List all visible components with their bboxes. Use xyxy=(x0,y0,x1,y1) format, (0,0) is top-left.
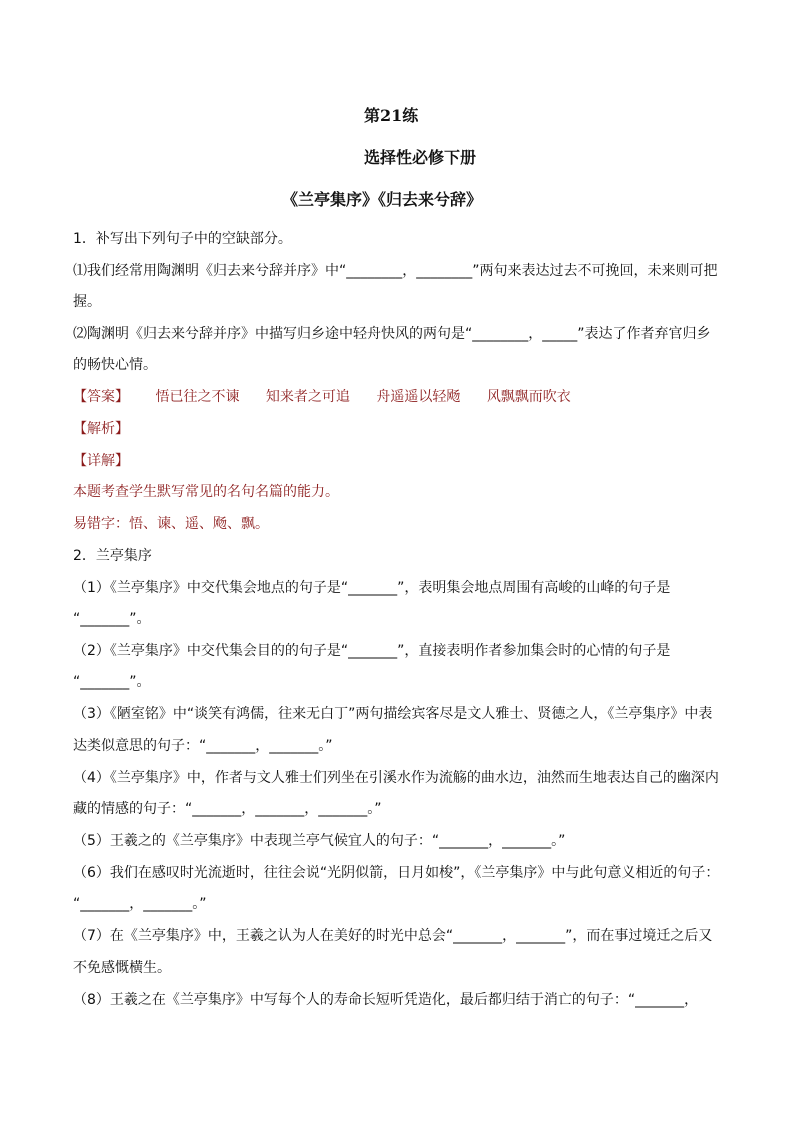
q1-part1-line1: ⑴我们经常用陶渊明《归去来兮辞并序》中“________，________”两句来表达过去不可挽回，未来则可把 xyxy=(73,263,718,279)
q2-line: “_______”。 xyxy=(73,674,151,690)
q2-line: 藏的情感的句子：“_______，_______，_______。” xyxy=(73,801,382,817)
q1-part2-line1: ⑵陶渊明《归去来兮辞并序》中描写归乡途中轻舟快风的两句是“________，_____”表达了作者弃官归乡 xyxy=(73,326,711,342)
analysis-label: 【解析】 xyxy=(73,421,129,437)
q1-stem: 1．补写出下列句子中的空缺部分。 xyxy=(73,231,292,247)
q2-line: （8）王羲之在《兰亭集序》中写每个人的寿命长短听凭造化，最后都归结于消亡的句子：“_______， xyxy=(73,992,699,1008)
detail-label: 【详解】 xyxy=(73,453,129,469)
q2-line: 达类似意思的句子：“_______，_______。” xyxy=(73,738,333,754)
q2-line: （4）《兰亭集序》中，作者与文人雅士们列坐在引溪水作为流觞的曲水边，油然而生地表达自己的幽深内 xyxy=(73,770,719,786)
q2-line: “_______”。 xyxy=(73,611,151,627)
answer-item: 舟遥遥以轻飏 xyxy=(376,389,461,405)
answer-label: 【答案】 xyxy=(73,389,129,405)
volume-title: 选择性必修下册 xyxy=(364,148,477,167)
q2-line: （6）我们在感叹时光流逝时，往往会说“光阴似箭，日月如梭”，《兰亭集序》中与此句意义相近的句子： xyxy=(73,865,720,881)
q2-line: （5）王羲之的《兰亭集序》中表现兰亭气候宜人的句子：“_______，_______。” xyxy=(73,833,566,849)
q2-stem: 2．兰亭集序 xyxy=(73,548,152,564)
error-prone-characters: 易错字：悟、谏、遥、飏、飘。 xyxy=(73,516,269,532)
answer-item: 知来者之可追 xyxy=(265,389,350,405)
texts-title: 《兰亭集序》《归去来兮辞》 xyxy=(282,190,483,209)
q1-part2-line2: 的畅快心情。 xyxy=(73,357,157,373)
q2-line: （1）《兰亭集序》中交代集会地点的句子是“_______”，表明集会地点周围有高峻的山峰的句子是 xyxy=(73,580,671,596)
q2-line: （2）《兰亭集序》中交代集会目的的句子是“_______”，直接表明作者参加集会时的心情的句子是 xyxy=(73,643,671,659)
q2-line: （3）《陋室铭》中“谈笑有鸿儒，往来无白丁”两句描绘宾客尽是文人雅士、贤德之人，《兰亭集序》中表 xyxy=(73,706,713,722)
detail-text: 本题考查学生默写常见的名句名篇的能力。 xyxy=(73,484,339,500)
q1-answer-row xyxy=(73,387,571,407)
answer-item: 风飘飘而吹衣 xyxy=(486,389,571,405)
q2-line: 不免感慨横生。 xyxy=(73,960,171,976)
q2-line: “_______，_______。” xyxy=(73,896,207,912)
answer-item: 悟已往之不谏 xyxy=(155,389,240,405)
q2-line: （7）在《兰亭集序》中，王羲之认为人在美好的时光中总会“_______，_______”，而在事过境迁之后又 xyxy=(73,928,713,944)
q1-part1-line2: 握。 xyxy=(73,294,101,310)
practice-number: 第21练 xyxy=(364,106,419,125)
